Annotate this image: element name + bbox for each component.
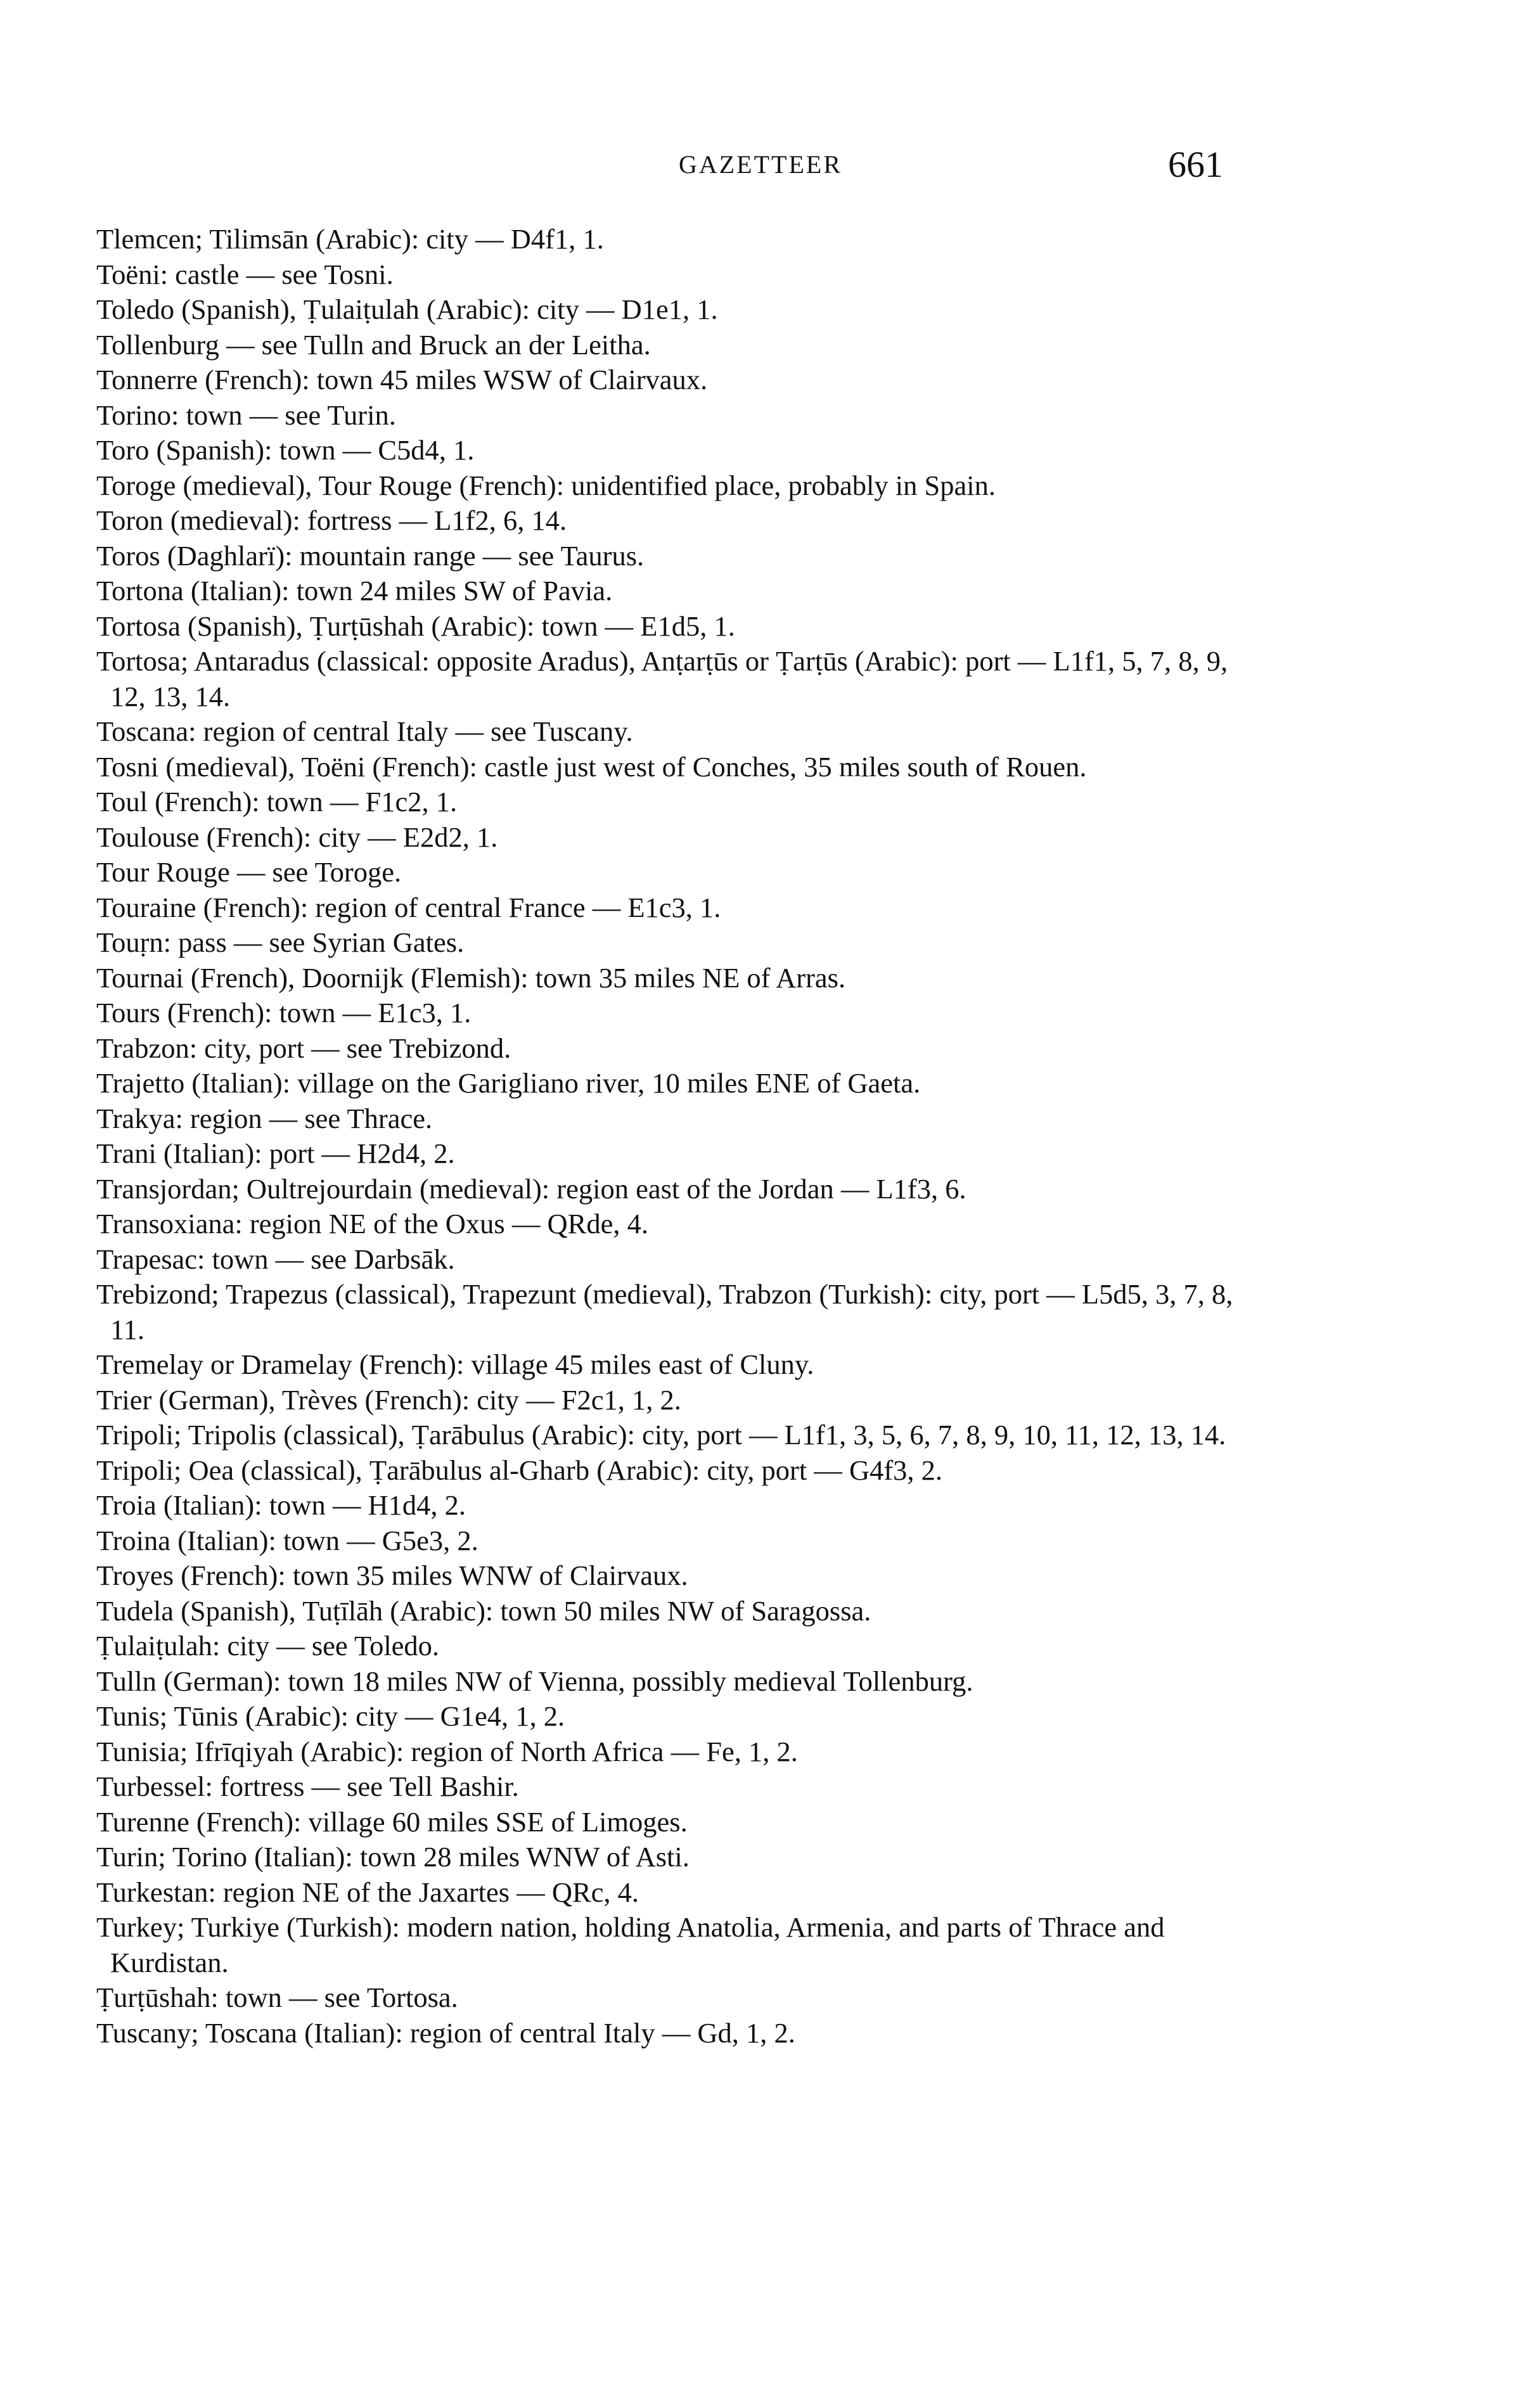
gazetteer-entry: Toro (Spanish): town — C5d4, 1. — [96, 434, 475, 466]
running-head — [0, 144, 1521, 183]
gazetteer-entry: Touraine (French): region of central France — E1c3, 1. — [96, 891, 721, 923]
page-title: GAZETTEER — [678, 150, 843, 179]
gazetteer-entry: Toulouse (French): city — E2d2, 1. — [96, 821, 498, 853]
gazetteer-entry: Toroge (medieval), Tour Rouge (French): unidentified place, probably in Spain. — [96, 469, 996, 501]
gazetteer-entry: Touṛn: pass — see Syrian Gates. — [96, 926, 465, 958]
gazetteer-entry: Tlemcen; Tilimsān (Arabic): city — D4f1, 1. — [96, 223, 604, 255]
gazetteer-entry: Tosni (medieval), Toëni (French): castle just west of Conches, 35 miles south of Rouen. — [96, 750, 1087, 783]
gazetteer-entry: Tortosa; Antaradus (classical: opposite Aradus), Anṭarṭūs or Ṭarṭūs (Arabic): port — L1f1, 5, 7, 8, 9, 12, 13, 14. — [96, 645, 1228, 712]
gazetteer-entry: Tortosa (Spanish), Ṭurṭūshah (Arabic): town — E1d5, 1. — [96, 610, 735, 642]
gazetteer-entry: Turbessel: fortress — see Tell Bashir. — [96, 1771, 519, 1802]
gazetteer-entry: Turkey; Turkiye (Turkish): modern nation, holding Anatolia, Armenia, and parts of Thrace and Kurdistan. — [96, 1911, 1165, 1978]
gazetteer-entry: Ṭulaiṭulah: city — see Toledo. — [96, 1630, 440, 1662]
gazetteer-entry: Tournai (French), Doornijk (Flemish): town 35 miles NE of Arras. — [96, 961, 846, 994]
gazetteer-entry-list — [96, 222, 1250, 2051]
gazetteer-entry: Tripoli; Tripolis (classical), Ṭarābulus (Arabic): city, port — L1f1, 3, 5, 6, 7, 8, 9, 10, 11, 12, 13, 14. — [96, 1419, 1226, 1451]
gazetteer-entry: Tulln (German): town 18 miles NW of Vienna, possibly medieval Tollenburg. — [96, 1665, 973, 1697]
gazetteer-entry: Trani (Italian): port — H2d4, 2. — [96, 1137, 455, 1169]
gazetteer-entry: Ṭurṭūshah: town — see Tortosa. — [96, 1982, 458, 2013]
gazetteer-entry: Troyes (French): town 35 miles WNW of Clairvaux. — [96, 1559, 688, 1591]
gazetteer-entry: Tremelay or Dramelay (French): village 45 miles east of Cluny. — [96, 1348, 814, 1380]
page-number: 661 — [1168, 144, 1223, 185]
gazetteer-entry: Tripoli; Oea (classical), Ṭarābulus al-Gharb (Arabic): city, port — G4f3, 2. — [96, 1454, 943, 1486]
gazetteer-entry: Toscana: region of central Italy — see Tuscany. — [96, 715, 633, 747]
gazetteer-entry: Tonnerre (French): town 45 miles WSW of Clairvaux. — [96, 364, 708, 395]
gazetteer-entry: Tunisia; Ifrīqiyah (Arabic): region of North Africa — Fe, 1, 2. — [96, 1735, 798, 1767]
gazetteer-entry: Turin; Torino (Italian): town 28 miles WNW of Asti. — [96, 1841, 690, 1873]
gazetteer-entry: Transjordan; Oultrejourdain (medieval): region east of the Jordan — L1f3, 6. — [96, 1172, 966, 1205]
gazetteer-entry: Tudela (Spanish), Tuṭīlāh (Arabic): town 50 miles NW of Saragossa. — [96, 1594, 871, 1627]
gazetteer-entry: Tuscany; Toscana (Italian): region of central Italy — Gd, 1, 2. — [96, 2016, 795, 2049]
gazetteer-entry: Transoxiana: region NE of the Oxus — QRde, 4. — [96, 1208, 648, 1239]
gazetteer-entry: Turenne (French): village 60 miles SSE of Limoges. — [96, 1805, 688, 1838]
gazetteer-entry: Trakya: region — see Thrace. — [96, 1102, 433, 1134]
gazetteer-entry: Trapesac: town — see Darbsāk. — [96, 1243, 455, 1275]
gazetteer-entry: Torino: town — see Turin. — [96, 399, 396, 431]
gazetteer-entry: Trier (German), Trèves (French): city — F2c1, 1, 2. — [96, 1383, 681, 1416]
gazetteer-entry: Tours (French): town — E1c3, 1. — [96, 997, 472, 1028]
gazetteer-entry: Troia (Italian): town — H1d4, 2. — [96, 1489, 466, 1521]
gazetteer-entry: Toul (French): town — F1c2, 1. — [96, 786, 458, 817]
gazetteer-entry: Trajetto (Italian): village on the Garigliano river, 10 miles ENE of Gaeta. — [96, 1067, 921, 1099]
gazetteer-entry: Toëni: castle — see Tosni. — [96, 258, 394, 290]
gazetteer-entry: Toledo (Spanish), Ṭulaiṭulah (Arabic): city — D1e1, 1. — [96, 293, 718, 325]
gazetteer-entry: Tollenburg — see Tulln and Bruck an der Leitha. — [96, 328, 651, 361]
gazetteer-entry: Tunis; Tūnis (Arabic): city — G1e4, 1, 2. — [96, 1700, 565, 1732]
gazetteer-entry: Turkestan: region NE of the Jaxartes — QRc, 4. — [96, 1876, 639, 1908]
gazetteer-entry: Tour Rouge — see Toroge. — [96, 856, 402, 888]
gazetteer-entry: Toron (medieval): fortress — L1f2, 6, 14. — [96, 504, 567, 536]
gazetteer-entry: Trebizond; Trapezus (classical), Trapezunt (medieval), Trabzon (Turkish): city, port — L5d5, 3, 7, 8, 11. — [96, 1278, 1233, 1345]
gazetteer-entry: Trabzon: city, port — see Trebizond. — [96, 1032, 511, 1064]
gazetteer-entry: Troina (Italian): town — G5e3, 2. — [96, 1524, 478, 1556]
gazetteer-entry: Toros (Daghlarï): mountain range — see Taurus. — [96, 539, 645, 572]
gazetteer-entry: Tortona (Italian): town 24 miles SW of Pavia. — [96, 575, 613, 606]
